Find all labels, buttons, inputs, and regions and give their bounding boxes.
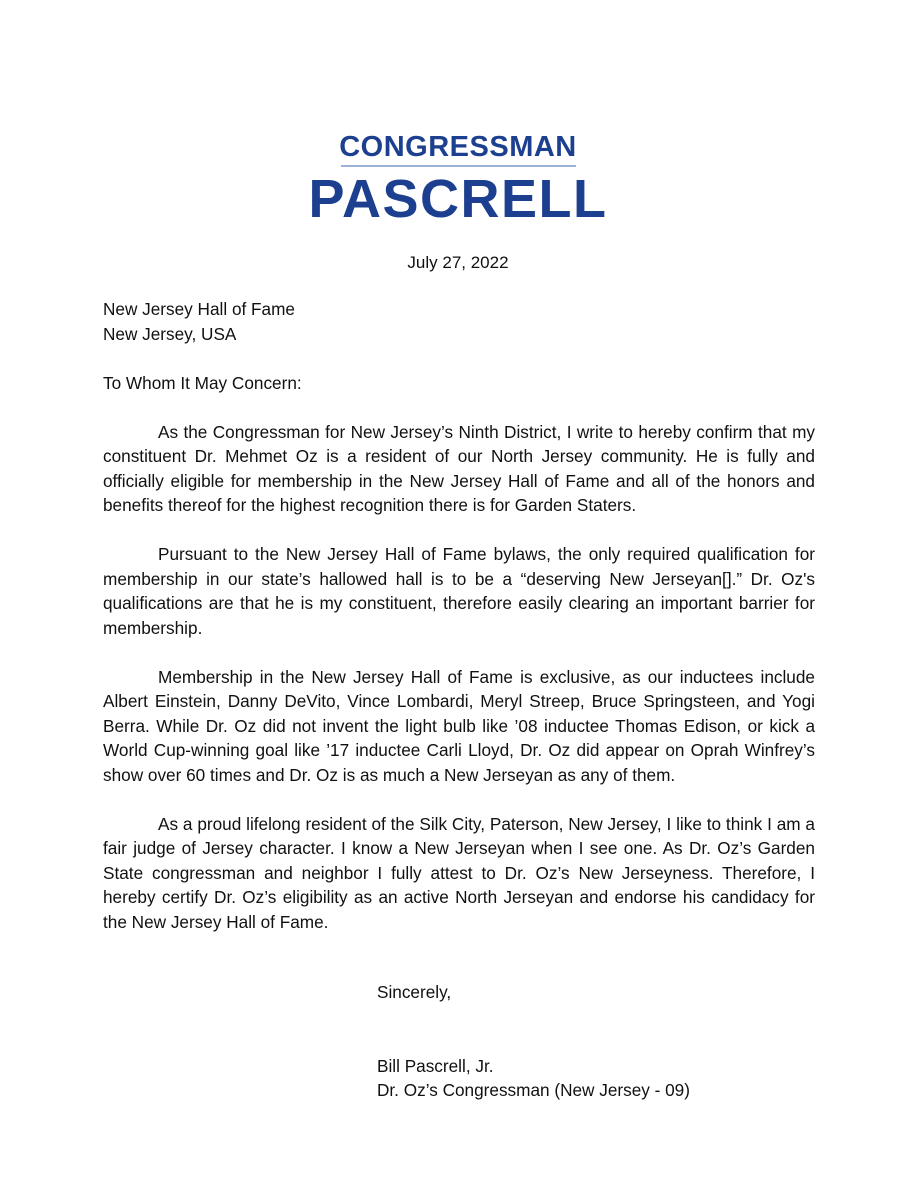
recipient-line-1: New Jersey Hall of Fame: [103, 299, 295, 319]
recipient-line-2: New Jersey, USA: [103, 323, 237, 344]
letter-date: July 27, 2022: [407, 253, 509, 272]
signer-name: Bill Pascrell, Jr.: [377, 1055, 494, 1076]
recipient-address: [103, 297, 815, 346]
paragraph-2: Pursuant to the New Jersey Hall of Fame bylaws, the only required qualification for membership in our state’s hallowed hall is to be a “deserving New Jerseyan[].” Dr. Oz's qualifications are that he is my constituent, therefore easily clearing an important barrier for membership.: [103, 544, 815, 638]
paragraph-1: As the Congressman for New Jersey’s Ninth District, I write to hereby confirm that my constituent Dr. Mehmet Oz is a resident of our North Jersey community. He is fully and officially eligible for membership in the New Jersey Hall of Fame and all of the honors and benefits thereof for the highest recognition there is for Garden Staters.: [103, 421, 815, 515]
salutation: To Whom It May Concern:: [103, 372, 302, 393]
closing-block: [377, 980, 690, 1103]
letterhead-divider: [341, 165, 576, 167]
signer-title: Dr. Oz’s Congressman (New Jersey - 09): [377, 1080, 690, 1100]
letterhead: [0, 130, 916, 227]
letter-body: [103, 297, 815, 959]
valediction: Sincerely,: [377, 982, 452, 1002]
paragraph-4: As a proud lifelong resident of the Silk City, Paterson, New Jersey, I like to think I am a fair judge of Jersey character. I know a New Jerseyan when I see one. As Dr. Oz’s Garden State congressman and neighbor I fully attest to Dr. Oz’s New Jerseyness. Therefore, I hereby certify Dr. Oz’s eligibility as an active North Jerseyan and endorse his candidacy for the New Jersey Hall of Fame.: [103, 813, 815, 932]
letterhead-title-main: PASCRELL: [308, 169, 608, 229]
paragraph-3: Membership in the New Jersey Hall of Fame is exclusive, as our inductees include Albert Einstein, Danny DeVito, Vince Lombardi, Meryl Streep, Bruce Springsteen, and Yogi Berra. While Dr. Oz did not invent the light bulb like ’08 inductee Thomas Edison, or kick a World Cup-winning goal like ’17 inductee Carli Lloyd, Dr. Oz did appear on Oprah Winfrey’s show over 60 times and Dr. Oz is as much a New Jerseyan as any of them.: [103, 666, 815, 785]
letterhead-title-top: CONGRESSMAN: [339, 131, 577, 163]
